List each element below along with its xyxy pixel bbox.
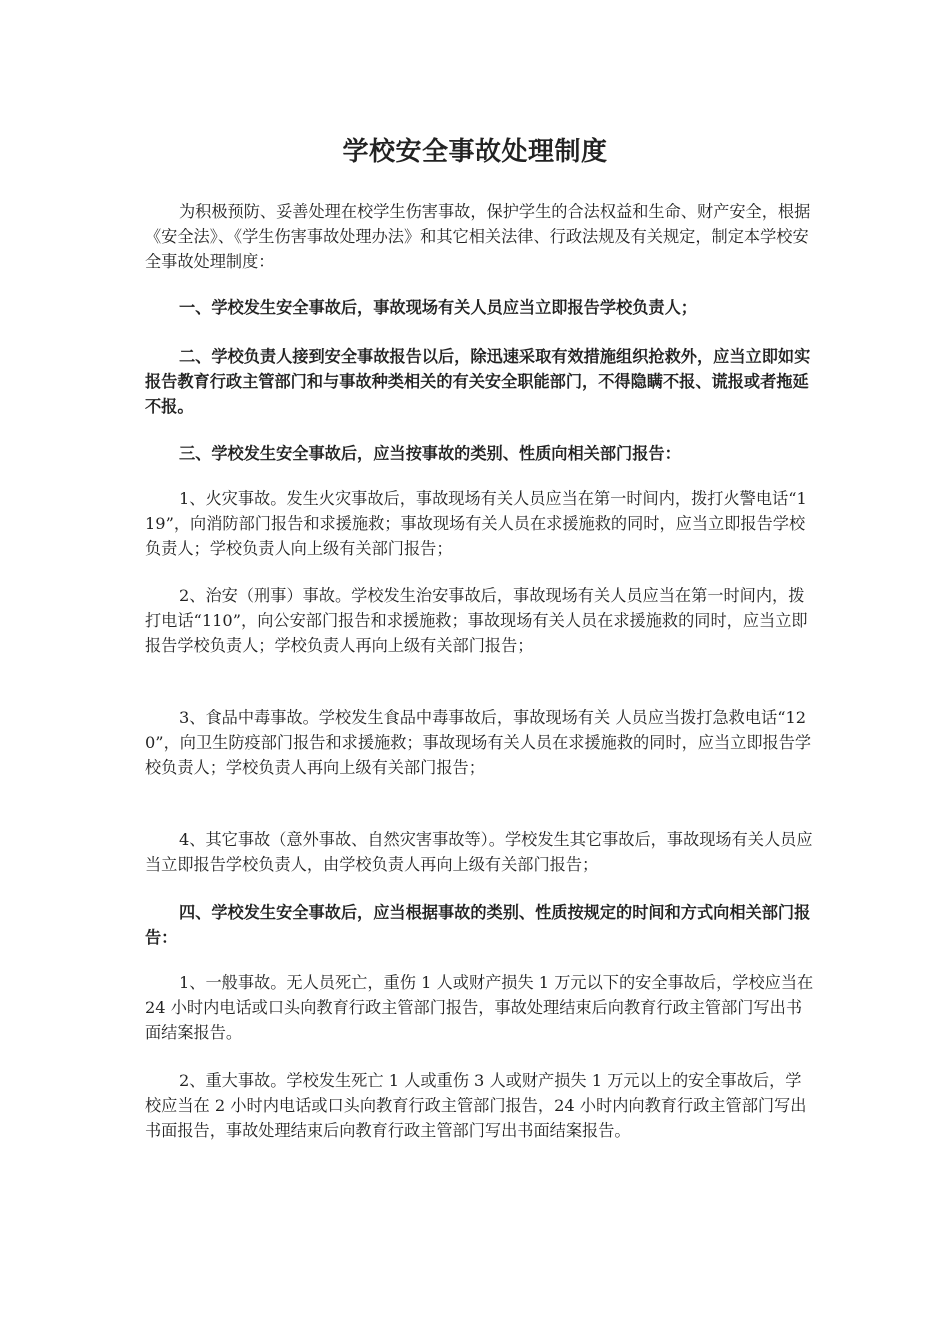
intro-paragraph: 为积极预防、妥善处理在校学生伤害事故，保护学生的合法权益和生命、财产安全，根据《安全法》、《学生伤害事故处理办法》和其它相关法律、行政法规及有关规定，制定本学校安全事故处理制度： — [145, 202, 811, 271]
section-3-paragraph: 三、学校发生安全事故后，应当按事故的类别、性质向相关部门报告： — [179, 444, 681, 463]
section-1-paragraph: 一、学校发生安全事故后，事故现场有关人员应当立即报告学校负责人； — [179, 298, 697, 317]
document-title: 学校安全事故处理制度 — [342, 137, 608, 167]
section-2-paragraph: 二、学校负责人接到安全事故报告以后，除迅速采取有效措施组织抢救外，应当立即如实报告教育行政主管部门和与事故种类相关的有关安全职能部门，不得隐瞒不报、谎报或者拖延不报。 — [145, 347, 811, 416]
food-poisoning-paragraph: 3、食品中毒事故。学校发生食品中毒事故后，事故现场有关 人员应当拨打急救电话“120”，向卫生防疫部门报告和求援施救；事故现场有关人员在求援施救的同时，应当立即报告学校负责人；学校负责人再向上级有关部门报告； — [145, 708, 812, 777]
major-accident-paragraph: 2、重大事故。学校发生死亡 1 人或重伤 3 人或财产损失 1 万元以上的安全事故后，学校应当在 2 小时内电话或口头向教育行政主管部门报告，24 小时内向教育行政主管部门写出书面报告，事故处理结束后向教育行政主管部门写出书面结案报告。 — [145, 1071, 807, 1140]
section-4-paragraph: 四、学校发生安全事故后，应当根据事故的类别、性质按规定的时间和方式向相关部门报告： — [145, 903, 811, 947]
security-accident-paragraph: 2、治安（刑事）事故。学校发生治安事故后，事故现场有关人员应当在第一时间内，拨打电话“110”，向公安部门报告和求援施救；事故现场有关人员在求援施救的同时，应当立即报告学校负责人；学校负责人再向上级有关部门报告； — [145, 586, 808, 655]
general-accident-paragraph: 1、一般事故。无人员死亡，重伤 1 人或财产损失 1 万元以下的安全事故后，学校应当在 24 小时内电话或口头向教育行政主管部门报告，事故处理结束后向教育行政主管部门写出书面结案报告。 — [145, 973, 814, 1042]
other-accident-paragraph: 4、其它事故（意外事故、自然灾害事故等）。学校发生其它事故后，事故现场有关人员应当立即报告学校负责人，由学校负责人再向上级有关部门报告； — [145, 830, 813, 874]
fire-accident-paragraph: 1、火灾事故。发生火灾事故后，事故现场有关人员应当在第一时间内，拨打火警电话“119”，向消防部门报告和求援施救；事故现场有关人员在求援施救的同时，应当立即报告学校负责人；学校负责人向上级有关部门报告； — [145, 489, 807, 558]
